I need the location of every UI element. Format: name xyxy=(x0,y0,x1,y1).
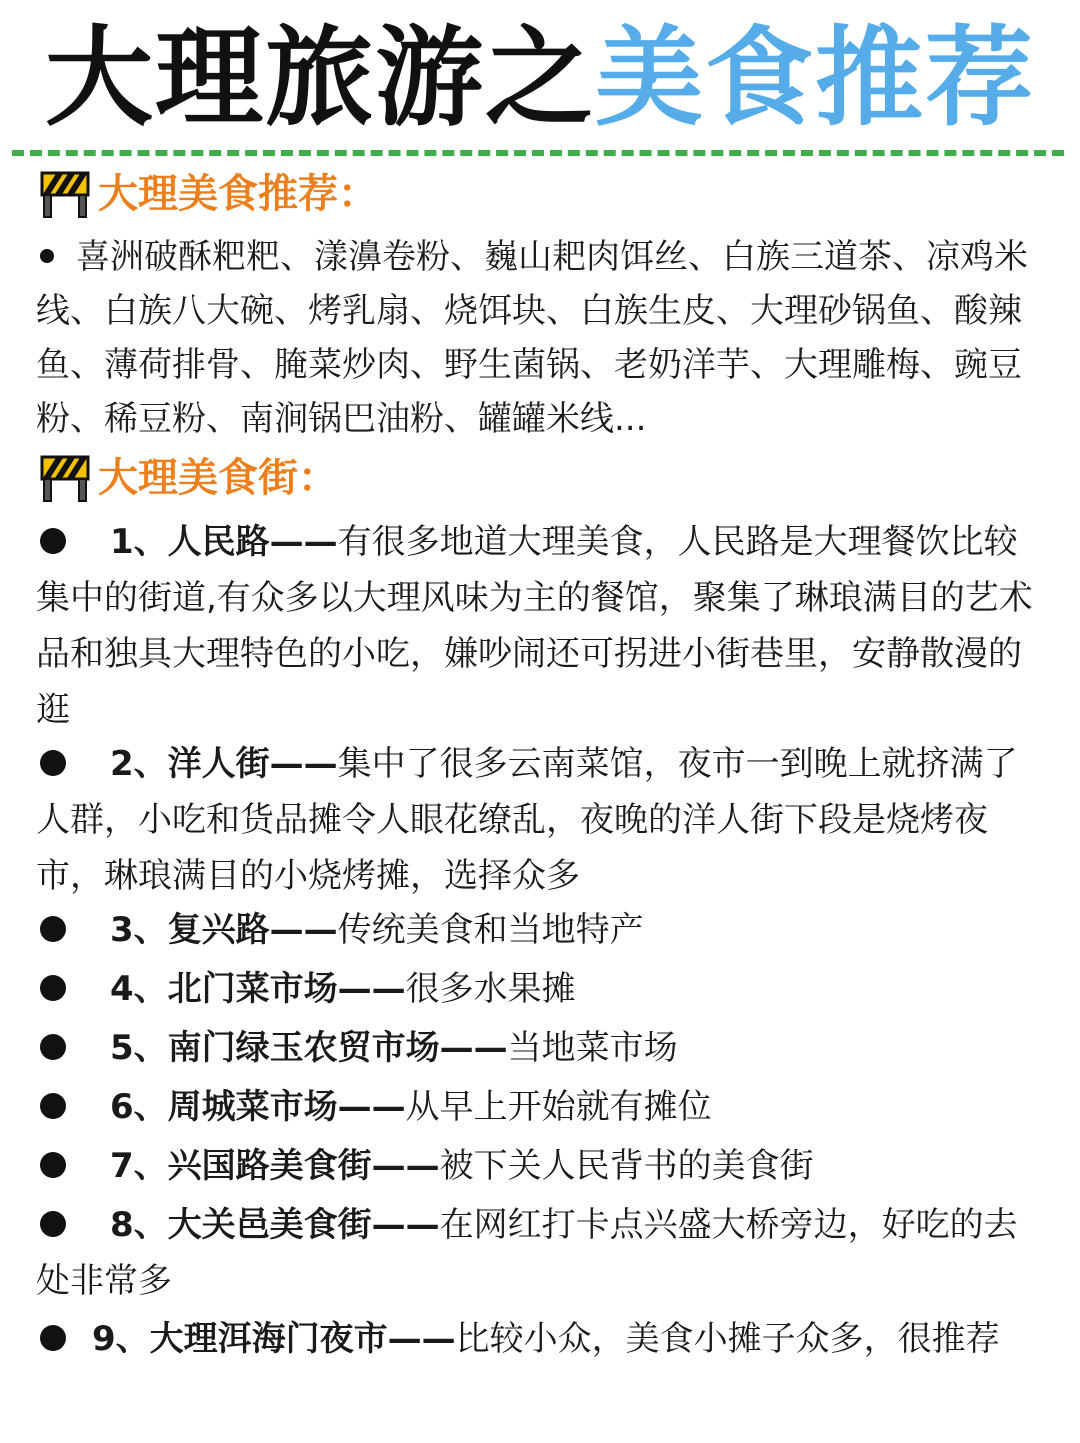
item-desc: 集中了很多云南菜馆，夜市一到晚上就挤满了人群，小吃和货品摊令人眼花缭乱，夜晚的洋人街下段是烧烤夜市，琳琅满目的小烧烤摊，选择众多 xyxy=(36,744,1018,896)
bullet-icon xyxy=(40,1211,66,1237)
item-desc: 很多水果摊 xyxy=(405,969,576,1009)
item-name: 9、大理洱海门夜市—— xyxy=(92,1319,456,1359)
section-heading-label: 大理美食街： xyxy=(98,455,338,501)
section-heading-food xyxy=(38,166,378,222)
item-name: 8、大关邑美食街—— xyxy=(110,1205,440,1245)
list-item xyxy=(36,514,1046,738)
title-part-1: 大理旅游之 xyxy=(44,16,595,141)
list-item xyxy=(36,1020,1046,1076)
list-item xyxy=(36,736,1046,904)
item-name: 2、洋人街—— xyxy=(110,744,338,784)
page-title xyxy=(0,14,1080,144)
list-item xyxy=(36,1197,1046,1309)
bullet-icon xyxy=(40,916,66,942)
item-name: 3、复兴路—— xyxy=(110,910,338,950)
bullet-icon xyxy=(40,1034,66,1060)
bullet-icon xyxy=(40,1093,66,1119)
item-desc: 当地菜市场 xyxy=(507,1028,678,1068)
item-name: 6、周城菜市场—— xyxy=(110,1087,406,1127)
item-desc: 有很多地道大理美食，人民路是大理餐饮比较集中的街道,有众多以大理风味为主的餐馆，聚集了琳琅满目的艺术品和独具大理特色的小吃，嫌吵闹还可拐进小街巷里，安静散漫的逛 xyxy=(36,522,1033,730)
food-list-paragraph xyxy=(36,230,1046,446)
item-desc: 传统美食和当地特产 xyxy=(337,910,644,950)
item-name: 7、兴国路美食街—— xyxy=(110,1146,440,1186)
bullet-icon xyxy=(40,1152,66,1178)
bullet-icon xyxy=(40,528,66,554)
construction-barrier-icon xyxy=(38,453,92,503)
dashed-divider xyxy=(12,150,1064,156)
item-desc: 从早上开始就有摊位 xyxy=(405,1087,712,1127)
item-name: 5、南门绿玉农贸市场—— xyxy=(110,1028,508,1068)
bullet-icon xyxy=(40,975,66,1001)
list-item xyxy=(36,902,1046,958)
item-desc: 在网红打卡点兴盛大桥旁边，好吃的去处非常多 xyxy=(36,1205,1018,1301)
list-item xyxy=(36,1311,1046,1367)
title-part-2: 美食推荐 xyxy=(595,16,1036,141)
list-item xyxy=(36,1138,1046,1194)
item-desc: 比较小众，美食小摊子众多，很推荐 xyxy=(455,1319,1000,1359)
bullet-icon xyxy=(40,750,66,776)
list-item xyxy=(36,961,1046,1017)
list-item xyxy=(36,1079,1046,1135)
item-name: 1、人民路—— xyxy=(110,522,338,562)
food-list-text: 喜洲破酥粑粑、漾濞卷粉、巍山耙肉饵丝、白族三道茶、凉鸡米线、白族八大碗、烤乳扇、烧饵块、白族生皮、大理砂锅鱼、酸辣鱼、薄荷排骨、腌菜炒肉、野生菌锅、老奶洋芋、大理雕梅、豌豆粉、稀豆粉、南涧锅巴油粉、罐罐米线... xyxy=(36,237,1028,439)
section-heading-streets xyxy=(38,450,338,506)
section-heading-label: 大理美食推荐： xyxy=(98,171,378,217)
item-name: 4、北门菜市场—— xyxy=(110,969,406,1009)
bullet-icon xyxy=(40,249,54,263)
bullet-icon xyxy=(40,1325,66,1351)
construction-barrier-icon xyxy=(38,169,92,219)
item-desc: 被下关人民背书的美食街 xyxy=(439,1146,814,1186)
